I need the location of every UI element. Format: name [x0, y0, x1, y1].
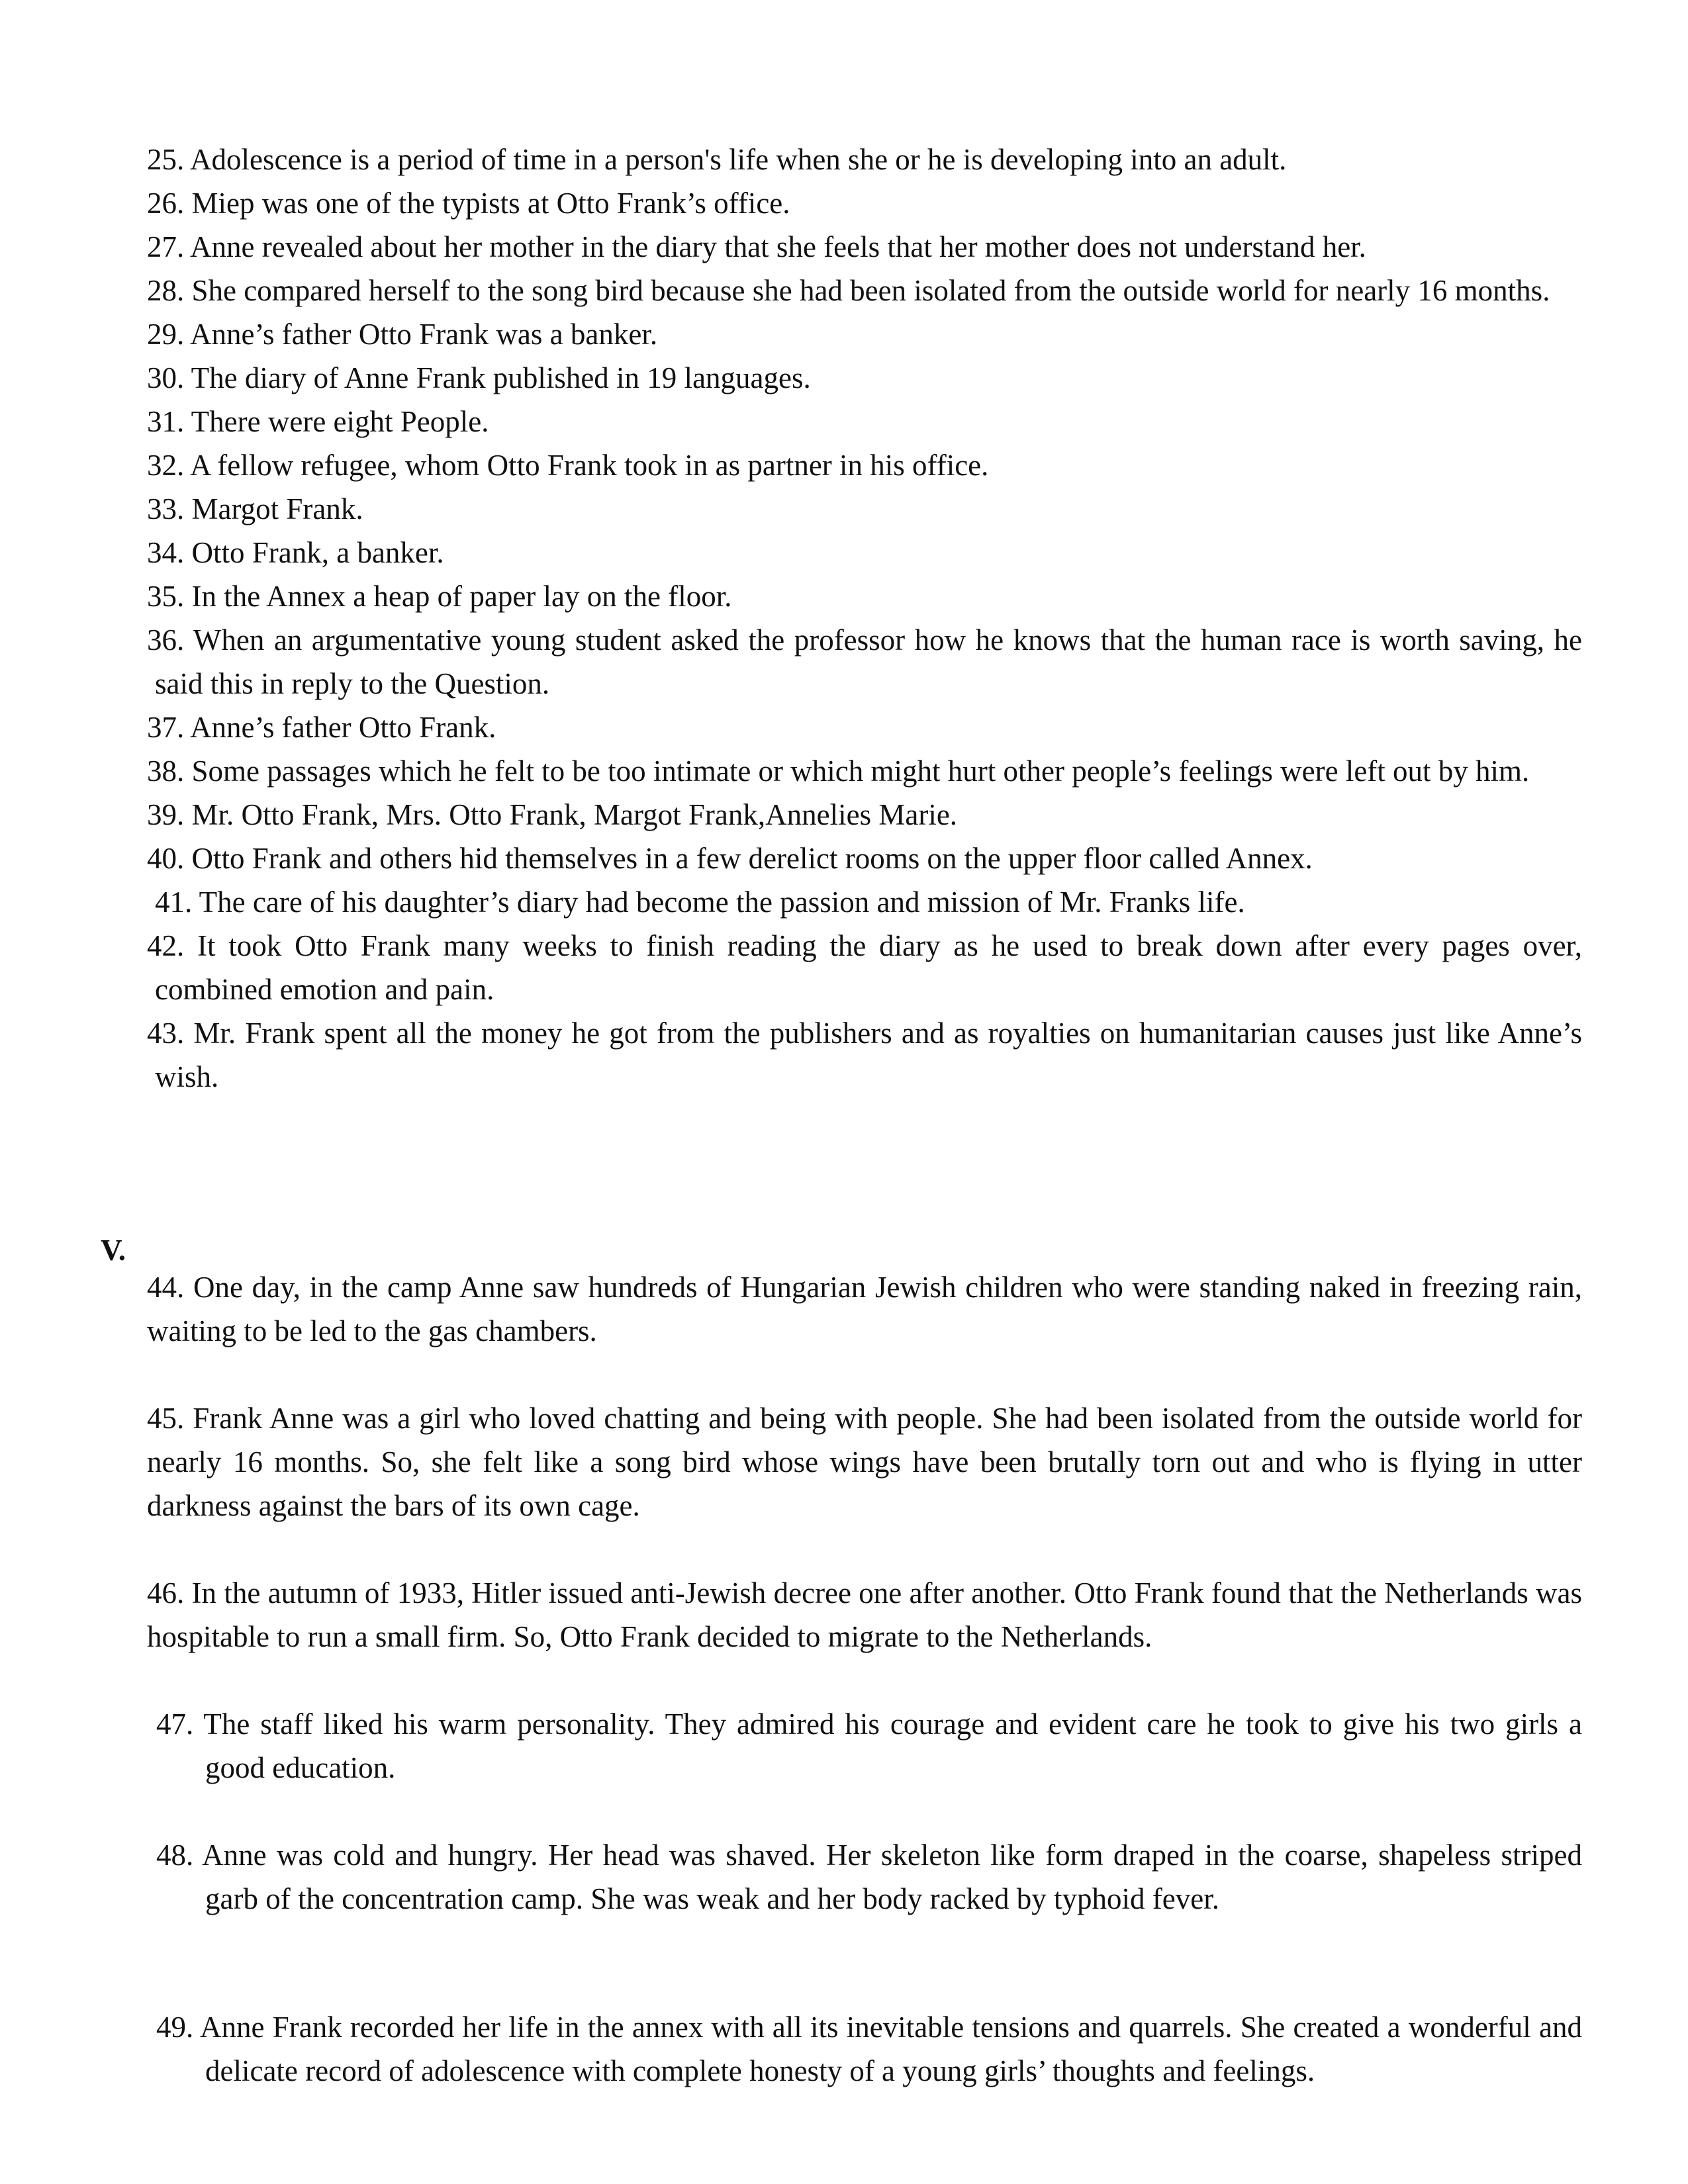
answer-37: 37. Anne’s father Otto Frank. [147, 711, 496, 744]
answer-38: 38. Some passages which he felt to be too intimate or which might hurt other people’s feelings were left out by him. [147, 754, 1530, 788]
answer-34: 34. Otto Frank, a banker. [147, 536, 444, 569]
answer-list-25-43 [147, 138, 1582, 1099]
answer-26: 26. Miep was one of the typists at Otto Frank’s office. [147, 187, 790, 220]
answer-46: 46. In the autumn of 1933, Hitler issued anti-Jewish decree one after another. Otto Frank found that the Netherlands was hospitable to run a small firm. So, Otto Frank decided to migrate to the Netherlands. [147, 1576, 1582, 1653]
answer-27: 27. Anne revealed about her mother in the diary that she feels that her mother does not understand her. [147, 230, 1366, 263]
answer-47: 47. The staff liked his warm personality. They admired his courage and evident care he took to give his two girls a good education. [156, 1707, 1582, 1784]
answer-36: 36. When an argumentative young student asked the professor how he knows that the human race is worth saving, he said this in reply to the Question. [147, 623, 1582, 700]
answer-45: 45. Frank Anne was a girl who loved chatting and being with people. She had been isolated from the outside world for nearly 16 months. So, she felt like a song bird whose wings have been brutally torn out and who is flying in utter darkness against the bars of its own cage. [147, 1402, 1582, 1522]
answer-40: 40. Otto Frank and others hid themselves in a few derelict rooms on the upper floor called Annex. [147, 842, 1313, 875]
answer-43: 43. Mr. Frank spent all the money he got from the publishers and as royalties on humanitarian causes just like Anne’s wish. [147, 1017, 1582, 1093]
answer-25: 25. Adolescence is a period of time in a person's life when she or he is developing into an adult. [147, 143, 1287, 176]
answer-49: 49. Anne Frank recorded her life in the annex with all its inevitable tensions and quarrels. She created a wonderful and delicate record of adolescence with complete honesty of a young girls’ thoughts and feelings. [156, 2011, 1582, 2087]
answer-28: 28. She compared herself to the song bird because she had been isolated from the outside world for nearly 16 months. [147, 274, 1550, 307]
answer-41: 41. The care of his daughter’s diary had become the passion and mission of Mr. Franks life. [155, 886, 1245, 919]
answer-42: 42. It took Otto Frank many weeks to finish reading the diary as he used to break down after every pages over, combined emotion and pain. [147, 929, 1582, 1006]
answer-31: 31. There were eight People. [147, 405, 489, 438]
answer-35: 35. In the Annex a heap of paper lay on the floor. [147, 580, 732, 613]
answer-30: 30. The diary of Anne Frank published in 19 languages. [147, 361, 811, 394]
answer-48: 48. Anne was cold and hungry. Her head was shaved. Her skeleton like form draped in the coarse, shapeless striped garb of the concentration camp. She was weak and her body racked by typhoid fever. [156, 1839, 1582, 1915]
section-heading-v: V. [101, 1234, 126, 1267]
answer-39: 39. Mr. Otto Frank, Mrs. Otto Frank, Margot Frank,Annelies Marie. [147, 798, 958, 831]
answer-32: 32. A fellow refugee, whom Otto Frank took in as partner in his office. [147, 449, 989, 482]
answer-44: 44. One day, in the camp Anne saw hundreds of Hungarian Jewish children who were standing naked in freezing rain, waiting to be led to the gas chambers. [147, 1271, 1582, 1347]
answer-29: 29. Anne’s father Otto Frank was a banker. [147, 318, 658, 351]
answer-33: 33. Margot Frank. [147, 492, 363, 525]
